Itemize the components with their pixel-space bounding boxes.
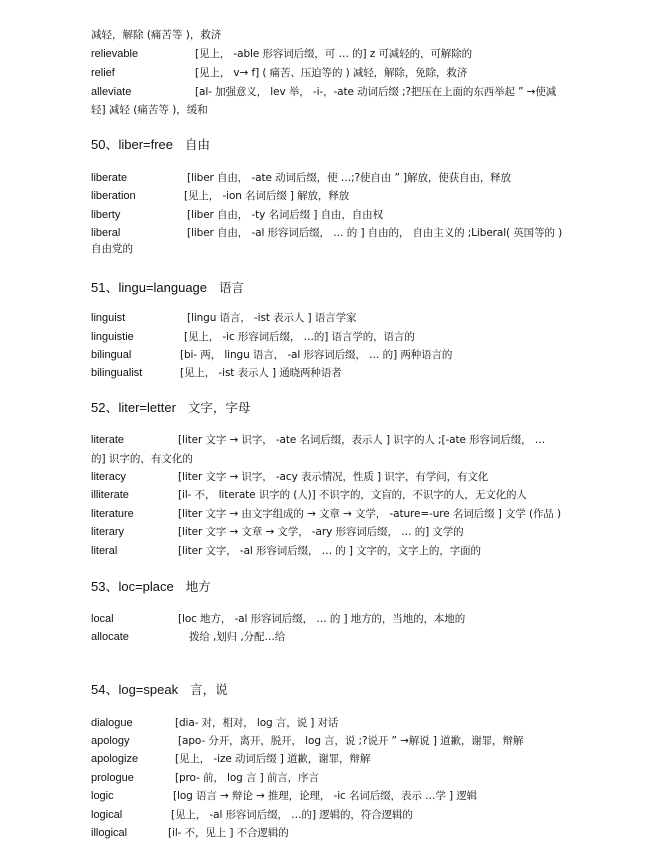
entry-definition: [liter 文字 → 识字， -ate 名词后缀，表示人 ] 识字的人 ;[-ate 形容词后缀， … [178,434,546,446]
definition-continuation: 自由党的 [91,243,133,255]
entry-word: bilingualist [91,367,143,379]
entry-word: liberty [91,209,121,221]
entry-word: liberation [91,190,136,202]
heading-meaning: 地方 [185,579,211,594]
entry-word: linguistie [91,331,134,343]
entry-definition: [liter 文字 → 识字， -acy 表示情况，性质 ] 识字，有学问，有文化 [178,471,489,483]
entry-definition: [al- 加强意义， lev 举， -i-，-ate 动词后缀 ;?把压在上面的东西举起 ” →使减 [195,86,557,98]
entry-definition: [见上， -ize 动词后缀 ] 道歉，谢罪，辩解 [175,753,371,765]
section-heading [91,682,228,698]
section-heading [91,137,210,153]
entry-word: relief [91,67,115,79]
heading-root: 50、liber=free [91,137,174,152]
entry-definition: [apo- 分开，离开，脱开， log 言，说 ;?说开 ” →解说 ] 道歉，谢罪，辩解 [178,735,524,747]
entry-definition: [lingu 语言， -ist 表示人 ] 语言学家 [187,312,357,324]
entry-definition: [见上， -ic 形容词后缀， …的] 语言学的，语言的 [184,331,415,343]
heading-meaning: 自由 [185,137,211,152]
entry-word: literate [91,434,125,446]
definition-continuation: 减轻，解除 (痛苦等 )，救济 [91,29,222,41]
entry-word: prologue [91,772,134,784]
entry-definition: [见上， -ist 表示人 ] 通晓两种语者 [180,367,342,379]
entry-word: literary [91,526,125,538]
entry-word: local [91,613,114,625]
entry-word: liberate [91,172,128,184]
entry-word: allocate [91,631,129,643]
entry-definition: [见上， v→ f] ( 痛苦、压迫等的 ) 减轻，解除，免除，救济 [195,67,468,79]
entry-definition: [il- 不， literate 识字的 (人)] 不识字的，文盲的，不识字的人，无文化的人 [178,489,527,501]
entry-definition: [liber 自由， -ate 动词后缀，使 …;?使自由 ” ]解放，使获自由，释放 [187,172,512,184]
heading-meaning: 文字，字母 [187,400,251,415]
definition-continuation: 轻] 减轻 (痛苦等 )，缓和 [91,104,208,116]
entry-word: literature [91,508,134,520]
entry-definition: [liter 文字 → 文章 → 文学， -ary 形容词后缀， … 的] 文学的 [178,526,464,538]
entry-definition: [bi- 两， lingu 语言， -al 形容词后缀， … 的] 两种语言的 [180,349,453,361]
section-heading [91,579,211,595]
entry-word: bilingual [91,349,132,361]
entry-definition: [见上， -able 形容词后缀，可 … 的] z 可减轻的，可解除的 [195,48,472,60]
section-heading [91,400,250,416]
entry-word: alleviate [91,86,132,98]
entry-definition: [loc 地方， -al 形容词后缀， … 的 ] 地方的，当地的，本地的 [178,613,466,625]
heading-meaning: 言，说 [190,682,228,697]
entry-word: literacy [91,471,126,483]
entry-definition: [dia- 对，相对， log 言，说 ] 对话 [175,717,339,729]
entry-definition: [pro- 前， log 言 ] 前言，序言 [175,772,319,784]
entry-word: illiterate [91,489,129,501]
entry-definition: [liber 自由， -al 形容词后缀， … 的 ] 自由的， 自由主义的 ;Liberal( 英国等的 ) [187,227,563,239]
entry-definition: [il- 不，见上 ] 不合逻辑的 [168,827,289,839]
entry-word: liberal [91,227,121,239]
entry-definition: [liter 文字， -al 形容词后缀， … 的 ] 文字的，文字上的，字面的 [178,545,481,557]
entry-word: literal [91,545,118,557]
entry-definition: 拨给 ,划归 ,分配…给 [189,631,286,643]
entry-word: logic [91,790,114,802]
heading-root: 51、lingu=language [91,280,208,295]
entry-word: linguist [91,312,126,324]
entry-definition: [log 语言 → 辩论 → 推理，论理， -ic 名词后缀，表示 …学 ] 逻辑 [173,790,478,802]
heading-meaning: 语言 [219,280,245,295]
entry-word: apologize [91,753,139,765]
definition-continuation: 的] 识字的，有文化的 [91,453,193,465]
heading-root: 54、log=speak [91,682,179,697]
heading-root: 52、liter=letter [91,400,176,415]
entry-word: relievable [91,48,139,60]
entry-definition: [liter 文字 → 由文字组成的 → 文章 → 文学， -ature=-ure 名词后缀 ] 文学 (作品 ) [178,508,562,520]
entry-word: dialogue [91,717,133,729]
entry-definition: [见上， -ion 名词后缀 ] 解放，释放 [184,190,350,202]
entry-word: illogical [91,827,128,839]
entry-definition: [liber 自由， -ty 名词后缀 ] 自由，自由权 [187,209,383,221]
heading-root: 53、loc=place [91,579,174,594]
entry-word: logical [91,809,123,821]
entry-word: apology [91,735,130,747]
section-heading [91,280,244,296]
entry-definition: [见上， -al 形容词后缀， …的] 逻辑的，符合逻辑的 [171,809,413,821]
